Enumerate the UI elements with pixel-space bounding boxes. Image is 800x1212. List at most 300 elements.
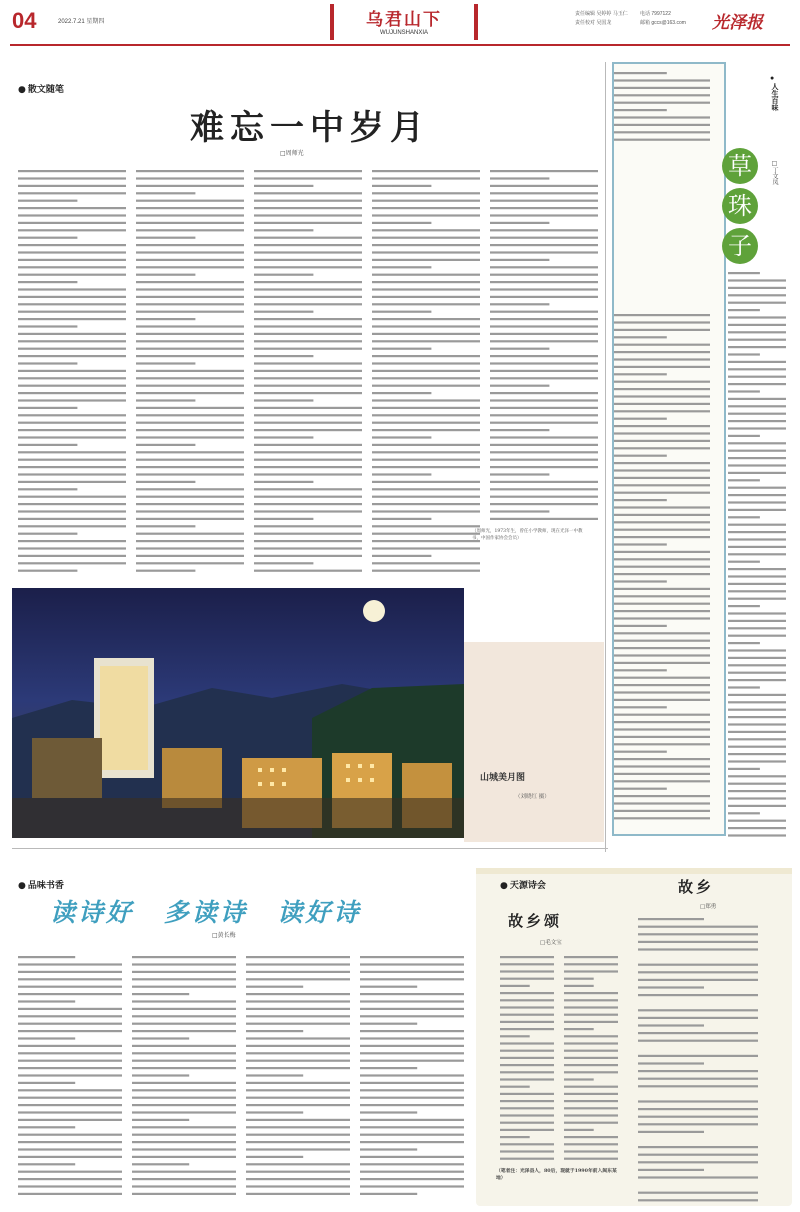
text-line bbox=[254, 214, 362, 216]
text-line bbox=[614, 573, 710, 575]
poem2-body bbox=[638, 916, 778, 1206]
text-line bbox=[728, 790, 786, 792]
text-line bbox=[638, 964, 758, 966]
text-line bbox=[614, 810, 710, 812]
text-line bbox=[500, 970, 554, 972]
text-line bbox=[246, 1052, 350, 1054]
text-line bbox=[500, 1014, 554, 1016]
text-line bbox=[18, 496, 126, 498]
side-box bbox=[612, 62, 726, 836]
text-line bbox=[18, 1163, 75, 1165]
text-line bbox=[132, 1193, 236, 1195]
text-line bbox=[372, 570, 480, 572]
text-line bbox=[254, 222, 362, 224]
text-line bbox=[614, 580, 667, 582]
text-line bbox=[638, 926, 758, 928]
text-line bbox=[254, 296, 362, 298]
text-line bbox=[254, 510, 362, 512]
text-line bbox=[638, 971, 758, 973]
text-line bbox=[18, 311, 126, 313]
text-line bbox=[614, 79, 710, 81]
text-line bbox=[132, 1163, 189, 1165]
text-line bbox=[132, 1119, 189, 1121]
text-line bbox=[372, 473, 431, 475]
text-line bbox=[372, 200, 480, 202]
text-line bbox=[136, 237, 195, 239]
text-line bbox=[254, 570, 362, 572]
text-line bbox=[490, 229, 598, 231]
text-line bbox=[372, 340, 480, 342]
text-line bbox=[18, 1148, 122, 1150]
text-line bbox=[360, 1045, 464, 1047]
text-line bbox=[18, 1045, 122, 1047]
text-line bbox=[490, 370, 598, 372]
text-line bbox=[246, 971, 350, 973]
text-line bbox=[18, 1111, 122, 1113]
text-line bbox=[246, 1060, 350, 1062]
text-line bbox=[18, 177, 126, 179]
text-line bbox=[614, 395, 710, 397]
text-line bbox=[728, 561, 760, 563]
text-line bbox=[614, 625, 667, 627]
poem1-body bbox=[500, 952, 620, 1162]
text-line bbox=[728, 464, 786, 466]
essay-signature: （周师光，1973年生，曾任小学教师，现在光泽一中教书，中国作家协会会员） bbox=[472, 529, 583, 541]
text-line bbox=[136, 496, 244, 498]
text-line bbox=[136, 459, 244, 461]
contact-info bbox=[640, 10, 686, 28]
night-city-photo bbox=[12, 588, 464, 838]
text-line bbox=[372, 222, 431, 224]
text-line bbox=[372, 407, 480, 409]
text-line bbox=[614, 373, 667, 375]
issue-date: 2022.7.21 星期四 bbox=[58, 19, 105, 25]
text-line bbox=[18, 488, 77, 490]
text-line bbox=[614, 728, 710, 730]
text-line bbox=[564, 1057, 618, 1059]
text-line bbox=[564, 1071, 618, 1073]
text-line bbox=[254, 547, 362, 549]
text-line bbox=[18, 1178, 122, 1180]
text-line bbox=[136, 510, 244, 512]
text-line bbox=[372, 303, 480, 305]
text-line bbox=[360, 1089, 464, 1091]
text-line bbox=[728, 775, 786, 777]
text-line bbox=[614, 566, 710, 568]
text-line bbox=[18, 266, 126, 268]
text-line bbox=[360, 1097, 464, 1099]
text-line bbox=[18, 540, 126, 542]
text-line bbox=[18, 547, 126, 549]
text-line bbox=[490, 266, 598, 268]
text-line bbox=[136, 362, 195, 364]
text-line bbox=[728, 827, 786, 829]
text-line bbox=[372, 481, 480, 483]
text-line bbox=[18, 466, 126, 468]
text-line bbox=[136, 399, 195, 401]
text-line bbox=[136, 266, 244, 268]
text-line bbox=[246, 1193, 350, 1195]
text-line bbox=[132, 1134, 236, 1136]
text-line bbox=[18, 192, 126, 194]
text-line bbox=[254, 473, 362, 475]
text-line bbox=[614, 817, 710, 819]
text-line bbox=[728, 701, 786, 703]
text-line bbox=[136, 488, 244, 490]
text-line bbox=[254, 533, 362, 535]
text-line bbox=[136, 525, 195, 527]
poem2-title: 故乡 bbox=[678, 878, 715, 896]
text-line bbox=[254, 237, 362, 239]
text-line bbox=[18, 956, 75, 958]
text-line bbox=[246, 1074, 303, 1076]
text-line bbox=[136, 303, 244, 305]
editor-line: 责任编辑 吴婷婷 马玉仁 bbox=[575, 11, 628, 17]
side-divider bbox=[605, 62, 606, 852]
text-line bbox=[136, 348, 244, 350]
text-line bbox=[132, 1171, 236, 1173]
text-line bbox=[614, 514, 710, 516]
text-line bbox=[132, 1074, 189, 1076]
text-line bbox=[254, 481, 313, 483]
text-line bbox=[18, 1037, 75, 1039]
text-line bbox=[18, 503, 126, 505]
text-line bbox=[614, 603, 710, 605]
text-line bbox=[246, 963, 350, 965]
text-line bbox=[638, 1040, 758, 1042]
text-line bbox=[18, 333, 126, 335]
text-line bbox=[728, 457, 786, 459]
text-line bbox=[18, 555, 126, 557]
text-line bbox=[500, 1006, 554, 1008]
text-line bbox=[614, 344, 710, 346]
text-line bbox=[254, 392, 362, 394]
text-line bbox=[18, 444, 77, 446]
text-line bbox=[728, 309, 760, 311]
text-line bbox=[18, 288, 126, 290]
text-line bbox=[372, 466, 480, 468]
text-line bbox=[246, 1178, 350, 1180]
text-line bbox=[490, 214, 598, 216]
text-line bbox=[18, 207, 126, 209]
text-line bbox=[136, 562, 244, 564]
text-line bbox=[490, 436, 598, 438]
text-line bbox=[372, 555, 431, 557]
text-line bbox=[490, 237, 598, 239]
text-line bbox=[728, 324, 786, 326]
text-line bbox=[372, 229, 480, 231]
text-line bbox=[728, 694, 786, 696]
text-line bbox=[728, 390, 760, 392]
text-line bbox=[728, 353, 760, 355]
text-line bbox=[728, 413, 786, 415]
text-line bbox=[638, 918, 704, 920]
text-line bbox=[614, 139, 710, 141]
text-line bbox=[728, 598, 786, 600]
text-line bbox=[132, 1141, 236, 1143]
text-line bbox=[728, 649, 786, 651]
text-line bbox=[18, 1141, 122, 1143]
text-line bbox=[18, 1067, 122, 1069]
text-line bbox=[614, 462, 710, 464]
text-line bbox=[132, 1097, 236, 1099]
text-line bbox=[490, 288, 598, 290]
text-line bbox=[254, 503, 362, 505]
text-line bbox=[136, 259, 244, 261]
text-line bbox=[132, 1037, 189, 1039]
text-line bbox=[18, 1104, 122, 1106]
text-line bbox=[614, 669, 667, 671]
text-line bbox=[728, 760, 786, 762]
text-line bbox=[500, 1042, 554, 1044]
text-line bbox=[500, 1057, 554, 1059]
text-line bbox=[18, 1074, 122, 1076]
text-line bbox=[614, 469, 710, 471]
text-line bbox=[490, 333, 598, 335]
text-line bbox=[728, 783, 786, 785]
text-line bbox=[728, 346, 786, 348]
text-line bbox=[500, 956, 554, 958]
mid-rule bbox=[12, 848, 608, 849]
text-line bbox=[372, 259, 480, 261]
text-line bbox=[18, 1185, 122, 1187]
text-line bbox=[136, 192, 195, 194]
text-line bbox=[490, 488, 598, 490]
text-line bbox=[564, 1035, 618, 1037]
text-line bbox=[728, 575, 786, 577]
text-line bbox=[18, 993, 122, 995]
text-line bbox=[614, 795, 710, 797]
reading-title: 读诗好 多读诗 读好诗 bbox=[50, 898, 362, 927]
text-line bbox=[500, 1078, 554, 1080]
text-line bbox=[254, 459, 362, 461]
text-line bbox=[500, 1100, 554, 1102]
text-line bbox=[638, 1123, 758, 1125]
text-line bbox=[500, 1093, 554, 1095]
text-line bbox=[254, 555, 362, 557]
text-line bbox=[728, 834, 786, 836]
text-line bbox=[136, 533, 244, 535]
text-line bbox=[136, 177, 244, 179]
text-line bbox=[490, 222, 549, 224]
text-line bbox=[246, 986, 303, 988]
text-line bbox=[372, 325, 480, 327]
text-line bbox=[372, 318, 480, 320]
text-line bbox=[638, 1176, 758, 1178]
text-line bbox=[18, 451, 126, 453]
text-line bbox=[372, 370, 480, 372]
text-line bbox=[614, 499, 667, 501]
text-line bbox=[614, 588, 710, 590]
text-line bbox=[564, 1021, 618, 1023]
text-line bbox=[614, 654, 710, 656]
header-rule bbox=[10, 44, 790, 46]
text-line bbox=[360, 1008, 464, 1010]
text-line bbox=[18, 1089, 122, 1091]
text-line bbox=[18, 1082, 75, 1084]
text-line bbox=[728, 664, 786, 666]
text-line bbox=[564, 1006, 618, 1008]
side-text-lines bbox=[614, 64, 724, 834]
text-line bbox=[500, 1028, 554, 1030]
text-line bbox=[18, 533, 77, 535]
text-line bbox=[246, 993, 350, 995]
poetry-column-label: ● 天源诗会 bbox=[500, 878, 546, 891]
text-line bbox=[500, 1021, 554, 1023]
text-line bbox=[490, 340, 598, 342]
text-line bbox=[614, 743, 710, 745]
text-line bbox=[490, 466, 598, 468]
text-line bbox=[136, 229, 244, 231]
text-line bbox=[490, 399, 598, 401]
text-line bbox=[246, 1089, 350, 1091]
text-line bbox=[564, 1143, 618, 1145]
text-line bbox=[490, 422, 598, 424]
text-line bbox=[728, 716, 786, 718]
text-line bbox=[372, 311, 431, 313]
text-line bbox=[254, 496, 362, 498]
text-line bbox=[18, 355, 126, 357]
editor-info bbox=[575, 10, 628, 28]
side-title-char-3: 子 bbox=[722, 228, 758, 264]
text-line bbox=[136, 377, 244, 379]
text-line bbox=[728, 294, 786, 296]
text-line bbox=[614, 484, 710, 486]
text-line bbox=[490, 303, 549, 305]
text-line bbox=[132, 1185, 236, 1187]
text-line bbox=[18, 1097, 122, 1099]
text-line bbox=[614, 647, 710, 649]
text-line bbox=[360, 1030, 464, 1032]
text-line bbox=[254, 444, 362, 446]
text-line bbox=[254, 311, 313, 313]
reading-body bbox=[18, 942, 468, 1204]
text-line bbox=[638, 1161, 758, 1163]
text-line bbox=[18, 407, 77, 409]
text-line bbox=[728, 427, 786, 429]
text-line bbox=[490, 510, 549, 512]
text-line bbox=[372, 510, 480, 512]
text-line bbox=[246, 1185, 350, 1187]
text-line bbox=[638, 1085, 758, 1087]
text-line bbox=[132, 1000, 236, 1002]
text-line bbox=[500, 1150, 554, 1152]
text-line bbox=[246, 1126, 350, 1128]
text-line bbox=[254, 333, 362, 335]
text-line bbox=[246, 1030, 303, 1032]
reading-author: □黄长梅 bbox=[212, 932, 236, 939]
text-line bbox=[18, 1030, 122, 1032]
text-line bbox=[360, 1126, 464, 1128]
text-line bbox=[614, 610, 710, 612]
text-line bbox=[136, 370, 244, 372]
text-line bbox=[360, 1104, 464, 1106]
text-line bbox=[254, 414, 362, 416]
text-line bbox=[372, 266, 431, 268]
text-line bbox=[18, 481, 126, 483]
text-line bbox=[638, 1078, 758, 1080]
text-line bbox=[18, 429, 126, 431]
text-line bbox=[254, 436, 313, 438]
text-line bbox=[18, 1134, 122, 1136]
text-line bbox=[490, 362, 598, 364]
text-line bbox=[360, 1037, 464, 1039]
text-line bbox=[136, 540, 244, 542]
text-line bbox=[18, 1156, 122, 1158]
text-line bbox=[136, 288, 244, 290]
text-line bbox=[254, 244, 362, 246]
text-line bbox=[500, 1086, 530, 1088]
text-line bbox=[728, 635, 786, 637]
text-line bbox=[18, 399, 126, 401]
text-line bbox=[18, 1171, 122, 1173]
text-line bbox=[490, 496, 598, 498]
text-line bbox=[254, 281, 362, 283]
essay-author: □周师光 bbox=[280, 150, 304, 157]
text-line bbox=[132, 1156, 236, 1158]
text-line bbox=[614, 418, 667, 420]
text-line bbox=[18, 963, 122, 965]
text-line bbox=[372, 288, 480, 290]
text-line bbox=[372, 377, 480, 379]
text-line bbox=[246, 1163, 350, 1165]
text-line bbox=[360, 986, 417, 988]
text-line bbox=[372, 251, 480, 253]
text-line bbox=[728, 339, 786, 341]
text-line bbox=[132, 1148, 236, 1150]
text-line bbox=[18, 986, 122, 988]
text-line bbox=[18, 303, 126, 305]
text-line bbox=[490, 377, 598, 379]
text-line bbox=[372, 355, 480, 357]
text-line bbox=[136, 244, 244, 246]
text-line bbox=[254, 177, 362, 179]
text-line bbox=[254, 518, 313, 520]
text-line bbox=[614, 455, 667, 457]
text-line bbox=[728, 657, 786, 659]
text-line bbox=[728, 516, 760, 518]
text-line bbox=[614, 714, 710, 716]
text-line bbox=[136, 333, 244, 335]
text-line bbox=[246, 1000, 350, 1002]
section-banner bbox=[330, 4, 478, 40]
text-line bbox=[136, 274, 195, 276]
reading-text-lines bbox=[18, 942, 468, 1204]
text-line bbox=[564, 970, 618, 972]
text-line bbox=[246, 1015, 350, 1017]
text-line bbox=[728, 531, 786, 533]
text-line bbox=[490, 170, 598, 172]
text-line bbox=[500, 1107, 554, 1109]
text-line bbox=[372, 281, 480, 283]
text-line bbox=[728, 590, 786, 592]
text-line bbox=[136, 429, 244, 431]
text-line bbox=[246, 978, 350, 980]
text-line bbox=[254, 318, 362, 320]
text-line bbox=[132, 1111, 236, 1113]
text-line bbox=[132, 993, 189, 995]
text-line bbox=[360, 1119, 464, 1121]
text-line bbox=[360, 1015, 464, 1017]
text-line bbox=[18, 1060, 122, 1062]
text-line bbox=[500, 1129, 554, 1131]
text-line bbox=[136, 214, 244, 216]
text-line bbox=[638, 1192, 758, 1194]
text-line bbox=[490, 318, 598, 320]
text-line bbox=[728, 487, 786, 489]
text-line bbox=[132, 956, 236, 958]
text-line bbox=[136, 296, 244, 298]
